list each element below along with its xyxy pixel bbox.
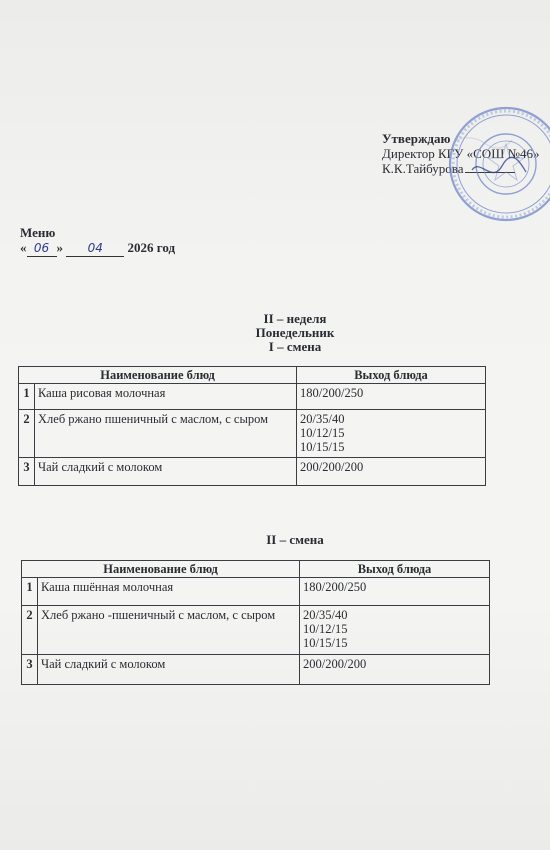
yield-value: 10/12/15	[300, 426, 345, 440]
table-row	[22, 606, 490, 655]
column-header-yield: Выход блюда	[300, 561, 490, 578]
column-header-yield: Выход блюда	[297, 367, 486, 384]
row-number: 3	[19, 458, 35, 486]
column-header-dish: Наименование блюд	[22, 561, 300, 578]
menu-date	[20, 240, 175, 257]
menu-header	[20, 225, 175, 257]
yield-value: 180/200/250	[303, 580, 367, 594]
row-number: 3	[22, 655, 38, 685]
week-heading: II – неделя	[263, 311, 327, 326]
dish-yield	[300, 655, 490, 685]
day-heading: Понедельник	[255, 325, 335, 340]
dish-name: Хлеб ржано пшеничный с маслом, с сыром	[35, 410, 297, 458]
approval-block	[382, 131, 539, 176]
signature-line	[465, 162, 515, 173]
row-number: 2	[19, 410, 35, 458]
dish-name: Каша рисовая молочная	[35, 384, 297, 410]
row-number: 2	[22, 606, 38, 655]
approval-name-row	[382, 161, 539, 176]
shift-1-menu-table	[18, 366, 486, 486]
dish-name: Хлеб ржано -пшеничный с маслом, с сыром	[38, 606, 300, 655]
yield-value: 180/200/250	[300, 386, 364, 400]
dish-yield	[300, 606, 490, 655]
shift-2-menu-table	[21, 560, 490, 685]
table-row	[19, 458, 486, 486]
yield-value: 200/200/200	[300, 460, 364, 474]
date-close-quote: »	[56, 240, 63, 255]
menu-title: Меню	[20, 225, 56, 240]
shift-1-heading: I – смена	[268, 339, 322, 354]
column-header-dish: Наименование блюд	[19, 367, 297, 384]
table-row	[19, 410, 486, 458]
row-number: 1	[22, 578, 38, 606]
approval-title: Утверждаю	[382, 131, 451, 146]
table-row	[22, 655, 490, 685]
dish-name: Каша пшённая молочная	[38, 578, 300, 606]
yield-value: 20/35/40	[300, 412, 345, 426]
date-day: 06	[27, 241, 57, 257]
row-number: 1	[19, 384, 35, 410]
shift-2-heading: II – смена	[266, 532, 324, 547]
table-header-row	[22, 561, 490, 578]
dish-name: Чай сладкий с молоком	[35, 458, 297, 486]
table-row	[19, 384, 486, 410]
dish-name: Чай сладкий с молоком	[38, 655, 300, 685]
date-month: 04	[66, 241, 124, 257]
table-header-row	[19, 367, 486, 384]
dish-yield	[297, 458, 486, 486]
dish-yield	[297, 410, 486, 458]
dish-yield	[297, 384, 486, 410]
yield-value: 10/12/15	[303, 622, 348, 636]
approval-name: К.К.Тайбурова	[382, 161, 464, 176]
yield-value: 20/35/40	[303, 608, 348, 622]
date-year: 2026 год	[127, 240, 176, 255]
table-row	[22, 578, 490, 606]
date-open-quote: «	[20, 240, 27, 255]
yield-value: 200/200/200	[303, 657, 367, 671]
yield-value: 10/15/15	[303, 636, 348, 650]
approval-position: Директор КГУ «СОШ №46»	[382, 146, 540, 161]
dish-yield	[300, 578, 490, 606]
yield-value: 10/15/15	[300, 440, 345, 454]
